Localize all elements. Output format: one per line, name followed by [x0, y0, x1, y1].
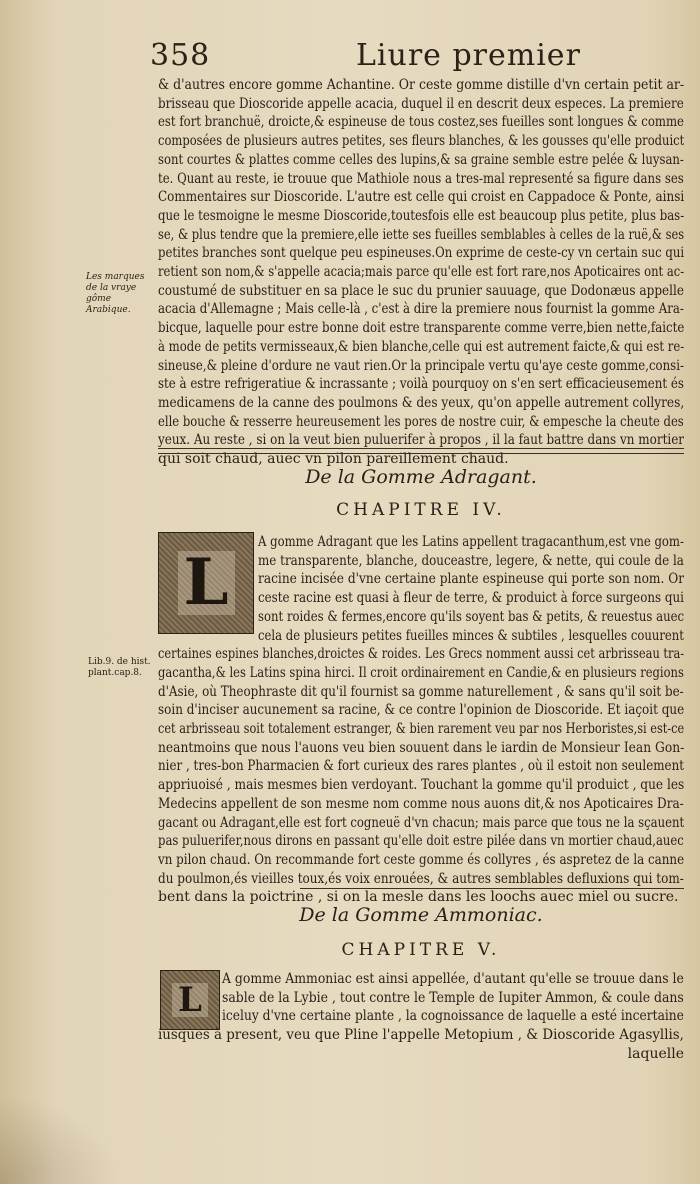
text-line: sineuse,& pleine d'ordure ne vaut rien.Or la principale vertu qu'aye ceste gomme,consi- — [158, 357, 684, 374]
paragraph-gomme-arabique — [158, 76, 684, 469]
text-line: se, & plus tendre que la premiere,elle iette ses fueilles semblables à celles de la ruë,& ses — [158, 226, 684, 243]
text-line: certaines espines blanches,droictes & roides. Les Grecs nomment aussi cet arbrisseau tra- — [158, 646, 684, 663]
text-line: yeux. Au reste , si on la veut bien puluerifer à propos , il la faut battre dans vn mortier — [158, 432, 684, 449]
text-line: iusques à present, veu que Pline l'appelle Metopium , & Dioscoride Agasyllis, — [158, 1027, 684, 1044]
text-line: medicamens de la canne des poulmons & des yeux, qu'on appelle autrement collyres, — [158, 394, 684, 411]
decorated-initial-small: L — [160, 970, 220, 1030]
text-line: acacia d'Allemagne ; Mais celle-là , c'est à dire la premiere nous fournist la gomme Ara- — [158, 301, 684, 318]
text-line: vn pilon chaud. On recommande fort ceste gomme és collyres , és aspretez de la canne — [158, 851, 684, 868]
text-line: nier , tres-bon Pharmacien & fort curieux des rares plantes , où il estoit non seulement — [158, 758, 684, 775]
text-line: cela de plusieurs petites fueilles minces & subtiles , lesquelles couurent — [258, 627, 684, 644]
paragraph-ammoniac — [158, 970, 684, 1045]
text-line: te. Quant au reste, ie trouue que Mathiole nous a tres-mal representé sa figure dans ses — [158, 170, 684, 187]
text-line: soin d'inciser aucunement sa racine, & ce contre l'opinion de Dioscoride. Et iaçoit que — [158, 702, 684, 719]
decorated-initial: L — [158, 532, 254, 634]
text-line: neantmoins que nous l'auons veu bien souuent dans le iardin de Monsieur Iean Gon- — [158, 739, 684, 756]
text-line: coustumé de substituer en sa place le suc du prunier sauuage, que Dodonæus appelle — [158, 282, 684, 299]
text-line: & d'autres encore gomme Achantine. Or ceste gomme distille d'vn certain petit ar- — [158, 77, 684, 93]
text-line: sont roides & fermes,encore qu'ils soyent bas & petits, & reuestus auec — [258, 608, 684, 625]
text-line: gacant ou Adragant,elle est fort cogneuë d'vn chacun; mais parce que tous ne la sçauent — [158, 814, 684, 831]
text-line: Commentaires sur Dioscoride. L'autre est celle qui croist en Cappadoce & Ponte, ainsi — [158, 189, 684, 206]
text-line: Medecins appellent de son mesme nom comme nous auons dit,& nos Apoticaires Dra- — [158, 795, 684, 812]
margin-note-gomme-arabique: Les marques de la vraye gôme Arabique. — [86, 272, 145, 315]
text-line: qui soit chaud, auec vn pilon pareillement chaud. — [158, 451, 509, 468]
text-line: ste à estre refrigeratiue & incrassante ; voilà pourquoy on s'en sert efficacieusement és — [158, 376, 684, 393]
text-line: sont courtes & plattes comme celles des lupins,& sa graine semble estre pelée & luysan- — [158, 151, 684, 168]
text-line: brisseau que Dioscoride appelle acacia, duquel il en descrit deux especes. La premiere — [158, 95, 684, 112]
section-divider — [158, 448, 684, 454]
text-line: composées de plusieurs autres petites, ses fleurs blanches, & les gousses qu'elle produict — [158, 133, 684, 150]
text-line: que le tesmoigne le mesme Dioscoride,toutesfois elle est beaucoup plus petite, plus bas- — [158, 207, 684, 224]
text-line: me transparente, blanche, douceastre, legere, & nette, qui coule de la — [258, 552, 684, 569]
text-line: gacantha,& les Latins spina hirci. Il croit ordinairement en Candie,& en plusieurs regions — [158, 664, 684, 681]
text-line: elle bouche & resserre heureusement les pores de nostre cuir, & empesche la cheute des — [158, 413, 684, 430]
text-line: du poulmon,és vieilles toux,és voix enrouées, & autres semblables defluxions qui tom- — [158, 870, 684, 887]
section-title-ammoniac: De la Gomme Ammoniac. — [299, 904, 543, 926]
text-line: d'Asie, où Theophraste dit qu'il fournist sa gomme naturellement , & sans qu'il soit be- — [158, 683, 684, 700]
text-line: sable de la Lybie , tout contre le Temple de Iupiter Ammon, & coule dans — [222, 989, 684, 1006]
text-line: A gomme Ammoniac est ainsi appellée, d'autant qu'elle se trouue dans le — [222, 971, 684, 987]
text-line: bent dans la poictrine , si on la mesle dans les loochs auec miel ou sucre. — [158, 889, 679, 906]
page-header — [150, 38, 690, 76]
catchword: laquelle — [627, 1046, 684, 1062]
text-line: appriuoisé , mais mesmes bien verdoyant. Touchant la gomme qu'il produict , que les — [158, 777, 684, 794]
section-title-adragant: De la Gomme Adragant. — [305, 466, 537, 488]
text-line: à mode de petits vermisseaux,& bien blanche,celle qui est autrement faicte,& qui est re- — [158, 338, 684, 355]
section-rule — [300, 888, 684, 889]
text-line: ceste racine est quasi à fleur de terre, & produict à force surgeons qui — [258, 590, 684, 607]
chapter-heading-v: CHAPITRE V. — [341, 940, 501, 960]
margin-note-reference: Lib.9. de hist. plant.cap.8. — [88, 657, 151, 678]
running-title: Liure premier — [356, 38, 581, 73]
text-line: A gomme Adragant que les Latins appellent tragacanthum,est vne gom- — [258, 534, 684, 550]
text-line: racine incisée d'vne certaine plante espineuse qui porte son nom. Or — [258, 571, 684, 588]
text-line: petites branches sont quelque peu espineuses.On exprime de ceste-cy vn certain suc qui — [158, 245, 684, 262]
text-line: bicque, laquelle pour estre bonne doit estre transparente comme verre,bien nette,faicte — [158, 320, 684, 337]
text-line: est fort branchuë, droicte,& espineuse de tous costez,ses fueilles sont longues & comme — [158, 114, 684, 131]
paragraph-adragant — [158, 533, 684, 907]
page-number: 358 — [150, 38, 211, 73]
page-shadow — [0, 1094, 120, 1184]
text-line: iceluy d'vne certaine plante , la cognoissance de laquelle a esté incertaine — [222, 1008, 684, 1025]
text-line: cet arbrisseau soit totalement estranger, & bien rarement veu par nos Herboristes,si est-ce — [158, 721, 684, 738]
chapter-heading-iv: CHAPITRE IV. — [336, 500, 506, 520]
text-line: pas puluerifer,nous dirons en passant qu'elle doit estre pilée dans vn mortier chaud,auec — [158, 833, 684, 850]
text-line: retient son nom,& s'appelle acacia;mais parce qu'elle est fort rare,nos Apoticaires ont ac- — [158, 264, 684, 281]
